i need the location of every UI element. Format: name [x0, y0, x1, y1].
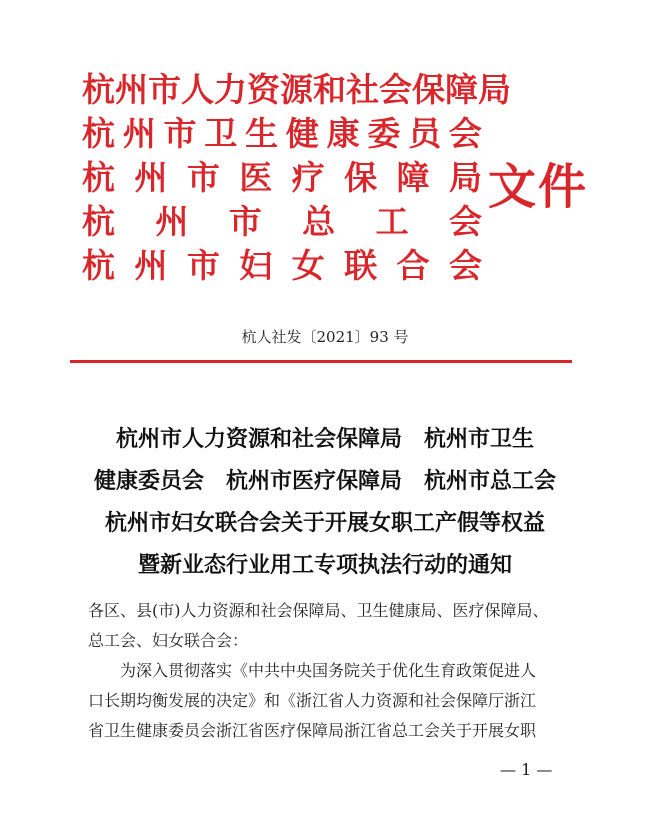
issuer-char: 障 — [396, 158, 430, 197]
issuer-char: 杭 — [82, 70, 115, 109]
issuer-char: 保 — [344, 158, 378, 197]
issuing-authorities — [82, 68, 511, 288]
issuer-char: 女 — [291, 246, 325, 285]
issuer-line — [82, 68, 511, 112]
issuer-char: 市 — [163, 114, 197, 153]
body-line: 各区、县(市)人力资源和社会保障局、卫生健康局、医疗保障局、 — [88, 601, 549, 620]
red-divider — [70, 360, 572, 363]
issuer-char: 资 — [247, 70, 280, 109]
issuer-char: 生 — [245, 114, 279, 153]
issuer-char: 州 — [122, 114, 156, 153]
issuer-char: 卫 — [204, 114, 238, 153]
issuer-char: 妇 — [239, 246, 273, 285]
issuer-char: 工 — [375, 202, 409, 241]
issuer-char: 员 — [408, 114, 442, 153]
issuer-char: 市 — [228, 202, 262, 241]
issuer-char: 障 — [445, 70, 478, 109]
issuer-char: 委 — [367, 114, 401, 153]
body-line: 口长期均衡发展的决定》和《浙江省人力资源和社会保障厅浙江 — [88, 691, 537, 710]
title-line: 暨新业态行业用工专项执法行动的通知 — [137, 552, 512, 578]
issuer-char: 合 — [396, 246, 430, 285]
document-body — [88, 596, 588, 746]
issuer-char: 市 — [148, 70, 181, 109]
issuer-char: 杭 — [82, 246, 115, 285]
body-line: 总工会、妇女联合会： — [88, 631, 249, 650]
issuer-char: 康 — [326, 114, 360, 153]
issuer-char: 州 — [155, 202, 189, 241]
issuer-char: 疗 — [291, 158, 325, 197]
issuer-char: 联 — [344, 246, 378, 285]
document-title — [60, 418, 590, 586]
issuer-char: 社 — [346, 70, 379, 109]
issuer-line — [82, 244, 482, 288]
issuer-char: 州 — [134, 158, 168, 197]
issuer-char: 保 — [412, 70, 445, 109]
issuer-char: 市 — [186, 158, 220, 197]
issuer-char: 医 — [239, 158, 273, 197]
issuer-line — [82, 156, 482, 200]
document-number: 杭人社发〔2021〕93 号 — [241, 328, 409, 346]
issuer-char: 局 — [448, 158, 482, 197]
document-mark: 文件 — [488, 159, 589, 215]
issuer-char: 市 — [186, 246, 220, 285]
issuer-char: 健 — [285, 114, 319, 153]
issuer-line — [82, 112, 482, 156]
issuer-char: 州 — [134, 246, 168, 285]
issuer-char: 人 — [181, 70, 214, 109]
title-line: 杭州市人力资源和社会保障局 杭州市卫生 — [115, 426, 534, 452]
page-number: — 1 — — [500, 760, 553, 779]
issuer-char: 局 — [478, 70, 511, 109]
body-line: 省卫生健康委员会浙江省医疗保障局浙江省总工会关于开展女职 — [88, 721, 537, 740]
issuer-char: 和 — [313, 70, 346, 109]
issuer-char: 杭 — [82, 158, 115, 197]
issuer-char: 会 — [448, 114, 482, 153]
issuer-char: 力 — [214, 70, 247, 109]
issuer-line — [82, 200, 482, 244]
issuer-char: 州 — [115, 70, 148, 109]
issuer-char: 源 — [280, 70, 313, 109]
issuer-char: 会 — [448, 246, 482, 285]
issuer-char: 会 — [379, 70, 412, 109]
issuer-char: 总 — [302, 202, 336, 241]
body-line: 为深入贯彻落实《中共中央国务院关于优化生育政策促进人 — [120, 661, 537, 680]
title-line: 杭州市妇女联合会关于开展女职工产假等权益 — [104, 510, 545, 536]
issuer-char: 杭 — [82, 202, 115, 241]
issuer-char: 会 — [448, 202, 482, 241]
issuer-char: 杭 — [82, 114, 115, 153]
title-line: 健康委员会 杭州市医疗保障局 杭州市总工会 — [93, 468, 556, 494]
